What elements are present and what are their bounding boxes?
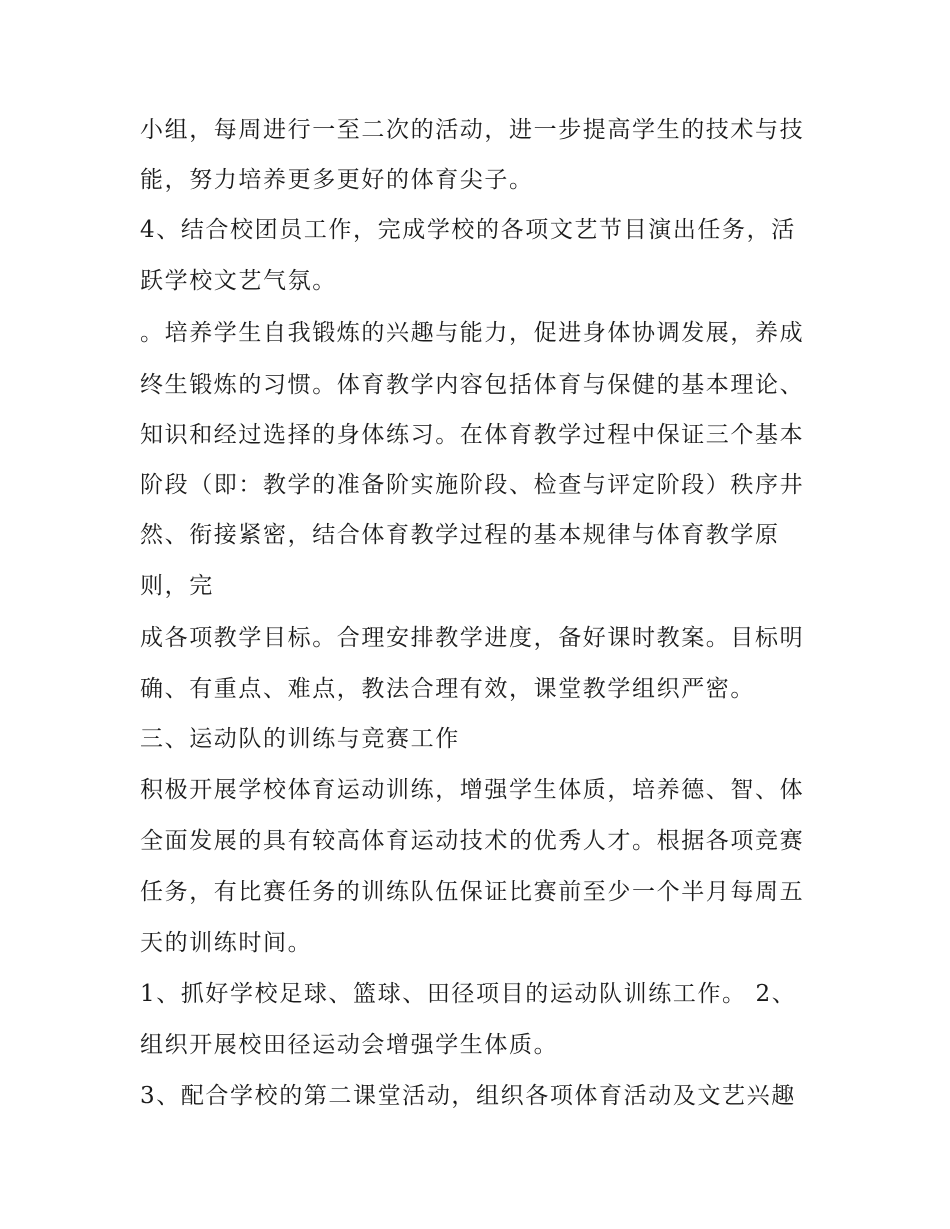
text-line: 4、结合校团员工作，完成学校的各项文艺节目演出任务，活 bbox=[140, 217, 796, 243]
text-line: 天的训练时间。 bbox=[140, 930, 313, 956]
text-line: 成各项教学目标。合理安排教学进度，备好课时教案。目标明 bbox=[140, 625, 805, 651]
text-line: 能，努力培养更多更好的体育尖子。 bbox=[140, 167, 534, 193]
text-line: 全面发展的具有较高体育运动技术的优秀人才。根据各项竞赛 bbox=[140, 828, 805, 854]
text-line: 积极开展学校体育运动训练，增强学生体质，培养德、智、体 bbox=[140, 777, 805, 803]
text-line: 1、抓好学校足球、篮球、田径项目的运动队训练工作。 2、 bbox=[140, 981, 797, 1007]
text-line: 。培养学生自我锻炼的兴趣与能力，促进身体协调发展，养成 bbox=[140, 320, 805, 346]
text-line: 然、衔接紧密，结合体育教学过程的基本规律与体育教学原 bbox=[140, 522, 780, 548]
text-line: 则，完 bbox=[140, 573, 214, 599]
text-line: 终生锻炼的习惯。体育教学内容包括体育与保健的基本理论、 bbox=[140, 372, 805, 398]
text-line: 任务，有比赛任务的训练队伍保证比赛前至少一个半月每周五 bbox=[140, 879, 805, 905]
text-line: 组织开展校田径运动会增强学生体质。 bbox=[140, 1032, 559, 1058]
text-line: 跃学校文艺气氛。 bbox=[140, 268, 337, 294]
section-heading: 三、运动队的训练与竞赛工作 bbox=[140, 726, 460, 752]
text-line: 小组，每周进行一至二次的活动，进一步提高学生的技术与技 bbox=[140, 117, 805, 143]
text-line: 阶段（即：教学的准备阶实施阶段、检查与评定阶段）秩序井 bbox=[140, 472, 805, 498]
text-line: 知识和经过选择的身体练习。在体育教学过程中保证三个基本 bbox=[140, 422, 805, 448]
text-line: 确、有重点、难点，教法合理有效，课堂教学组织严密。 bbox=[140, 676, 755, 702]
text-line: 3、配合学校的第二课堂活动，组织各项体育活动及文艺兴趣 bbox=[140, 1083, 796, 1109]
